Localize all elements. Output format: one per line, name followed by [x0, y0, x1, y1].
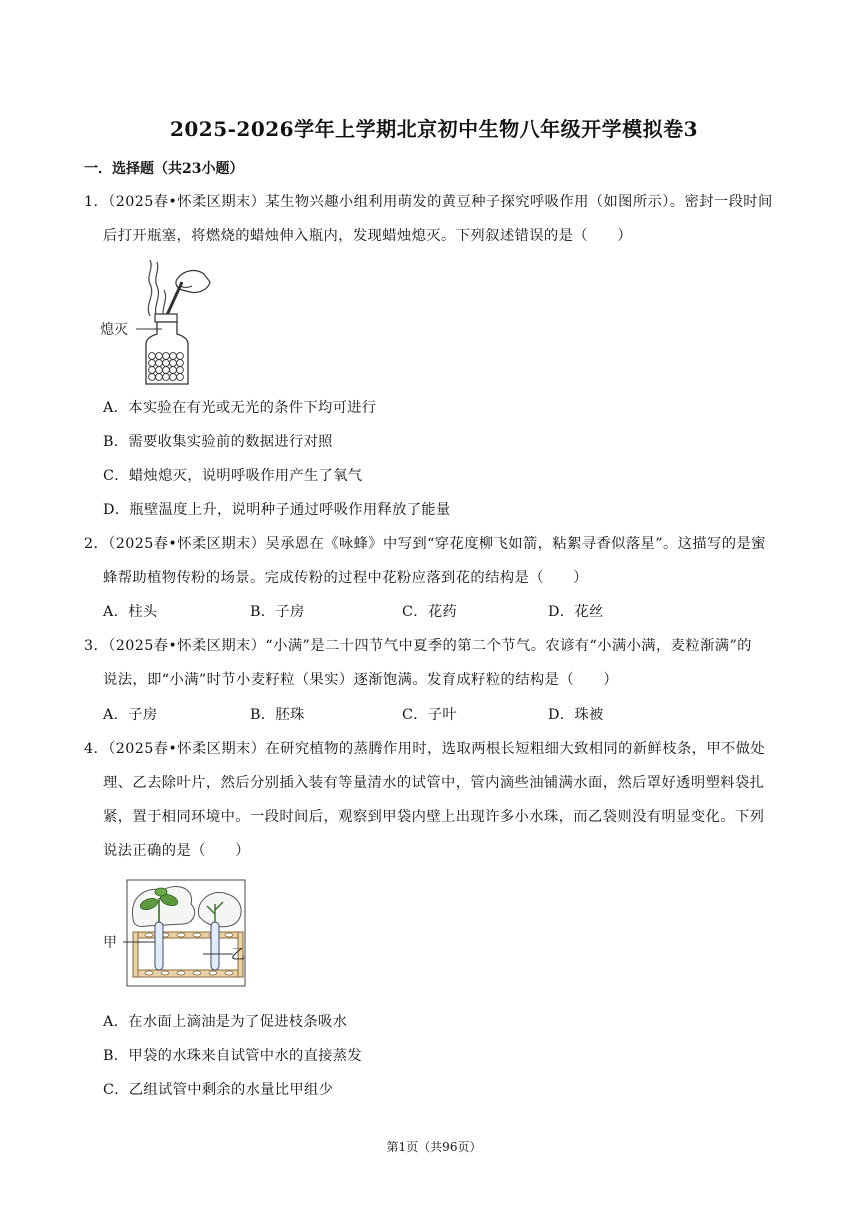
q4-stem-line-4: 说法正确的是（ ） — [103, 843, 250, 859]
q2-stem-line-2: 蜂帮助植物传粉的场景。完成传粉的过程中花粉应落到花的结构是（ ） — [103, 570, 588, 586]
test-tube-rack-figure — [103, 878, 248, 990]
q2-option-b: B．子房 — [250, 604, 305, 620]
q4-figure-label-yi: 乙 — [231, 947, 245, 963]
q2-option-d: D．花丝 — [548, 604, 604, 620]
q4-stem-line-2: 理、乙去除叶片，然后分别插入装有等量清水的试管中，管内滴些油铺满水面，然后罩好透明塑料袋扎 — [103, 775, 765, 791]
q1-stem-line-2: 后打开瓶塞，将燃烧的蜡烛伸入瓶内，发现蜡烛熄灭。下列叙述错误的是（ ） — [103, 228, 633, 244]
q1-option-d: D．瓶壁温度上升，说明种子通过呼吸作用释放了能量 — [103, 502, 451, 518]
section-heading: 一．选择题（共23小题） — [84, 161, 244, 177]
q4-stem-line-3: 紧，置于相同环境中。一段时间后，观察到甲袋内壁上出现许多小水珠，而乙袋则没有明显变化。下列 — [103, 809, 765, 825]
q4-figure-label-jia: 甲 — [103, 935, 117, 951]
q4-option-a: A．在水面上滴油是为了促进枝条吸水 — [103, 1014, 348, 1030]
q3-option-a: A．子房 — [103, 707, 158, 723]
q4-option-c: C．乙组试管中剩余的水量比甲组少 — [103, 1082, 334, 1098]
q1-option-b: B．需要收集实验前的数据进行对照 — [103, 434, 333, 450]
q1-option-c: C．蜡烛熄灭，说明呼吸作用产生了氧气 — [103, 468, 363, 484]
q3-stem-line-2: 说法，即“小满”时节小麦籽粒（果实）逐渐饱满。发育成籽粒的结构是（ ） — [103, 672, 619, 688]
q3-option-d: D．珠被 — [548, 707, 604, 723]
q4-stem-line-1: 4．（2025春•怀柔区期末）在研究植物的蒸腾作用时，选取两根长短粗细大致相同的新鲜枝条，甲不做处 — [84, 741, 766, 757]
page-footer: 第1页（共96页） — [386, 1140, 482, 1154]
q2-option-c: C．花药 — [402, 604, 458, 620]
q1-stem-line-1: 1．（2025春•怀柔区期末）某生物兴趣小组利用萌发的黄豆种子探究呼吸作用（如图所示）。密封一段时间 — [84, 194, 773, 210]
q3-option-b: B．胚珠 — [250, 707, 305, 723]
q1-figure-label: 熄灭 — [100, 322, 128, 338]
seed-bottle-figure — [100, 256, 215, 388]
q2-option-a: A．柱头 — [103, 604, 158, 620]
q4-option-b: B．甲袋的水珠来自试管中水的直接蒸发 — [103, 1048, 362, 1064]
q3-stem-line-1: 3．（2025春•怀柔区期末）“小满”是二十四节气中夏季的第二个节气。农谚有“小满小满，麦粒渐满”的 — [84, 638, 752, 654]
q3-option-c: C．子叶 — [402, 707, 458, 723]
q1-option-a: A．本实验在有光或无光的条件下均可进行 — [103, 400, 377, 416]
q2-stem-line-1: 2．（2025春•怀柔区期末）吴承恩在《咏蜂》中写到“穿花度柳飞如箭，粘絮寻香似落星”。这描写的是蜜 — [84, 536, 766, 552]
page-title: 2025-2026学年上学期北京初中生物八年级开学模拟卷3 — [169, 117, 699, 141]
